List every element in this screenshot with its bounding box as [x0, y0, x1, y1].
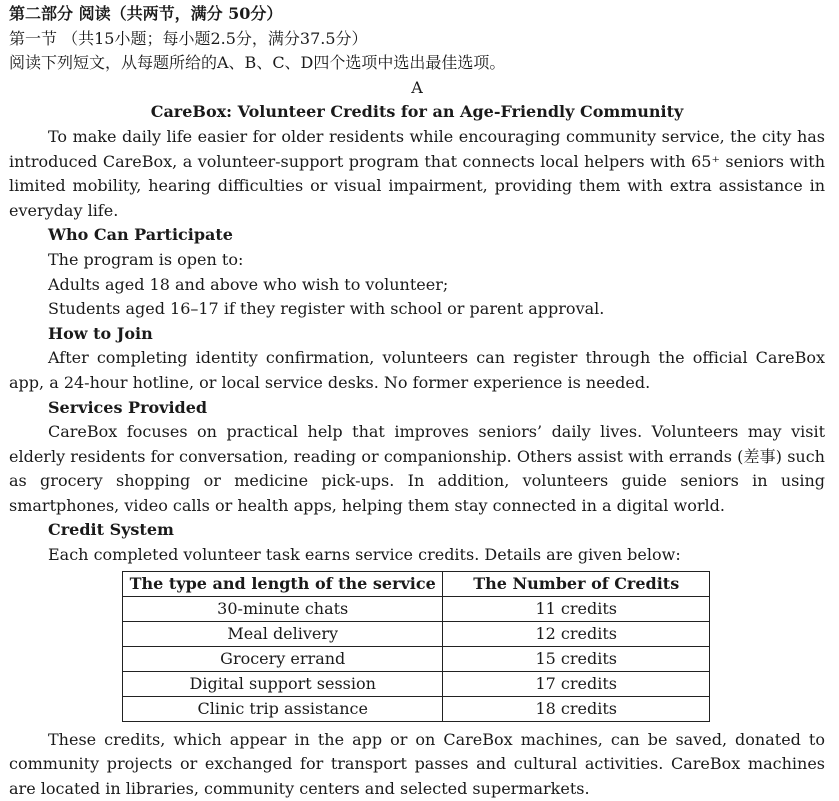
heading-who-can-participate: Who Can Participate — [48, 225, 233, 245]
table-cell-service: 30-minute chats — [123, 596, 443, 621]
table-cell-credits: 17 credits — [443, 671, 710, 696]
credit-intro: Each completed volunteer task earns service credits. Details are given below: — [48, 545, 681, 565]
table-row — [123, 621, 710, 646]
intro-text: To make daily life easier for older residents while encouraging community service, the city has introduced CareBox, a volunteer-support program that connects local helpers with 65⁺ seniors with limited mobility, hearing difficulties or visual impairment, providing them with extra assistance in everyday life. — [9, 126, 825, 220]
part-title: 第一节 （共15小题；每小题2.5分，满分37.5分） — [9, 28, 368, 48]
participate-line: Adults aged 18 and above who wish to volunteer; — [48, 274, 449, 294]
participate-line: The program is open to: — [48, 249, 244, 269]
table-cell-service: Digital support session — [123, 671, 443, 696]
table-header-credits: The Number of Credits — [443, 571, 710, 596]
table-cell-service: Grocery errand — [123, 646, 443, 671]
heading-credit-system: Credit System — [48, 520, 174, 540]
credit-after-text: These credits, which appear in the app or on CareBox machines, can be saved, donated to community projects or exchanged for transport passes and cultural activities. CareBox machines are located in libraries, community centers and selected supermarkets. — [9, 729, 825, 798]
table-row — [123, 696, 710, 721]
services-text: CareBox focuses on practical help that improves seniors’ daily lives. Volunteers may visit elderly residents for conversation, reading or companionship. Others assist with errands (差事) such as grocery shopping or medicine pick-ups. In addition, volunteers guide seniors in using smartphones, video calls or health apps, helping them stay connected in a digital world. — [9, 422, 825, 515]
join-paragraph — [9, 346, 825, 395]
participate-line: Students aged 16–17 if they register with school or parent approval. — [48, 299, 605, 319]
table-cell-credits: 12 credits — [443, 621, 710, 646]
section-title: 第二部分 阅读（共两节，满分 50分） — [9, 4, 283, 23]
table-cell-service: Clinic trip assistance — [123, 696, 443, 721]
table-cell-credits: 18 credits — [443, 696, 710, 721]
heading-services-provided: Services Provided — [48, 397, 208, 417]
credits-table — [122, 571, 710, 722]
table-cell-credits: 11 credits — [443, 596, 710, 621]
table-cell-credits: 15 credits — [443, 646, 710, 671]
heading-how-to-join: How to Join — [48, 323, 153, 343]
credit-after-paragraph — [9, 728, 825, 801]
table-row — [123, 671, 710, 696]
table-row — [123, 646, 710, 671]
table-header-row — [123, 571, 710, 596]
passage-letter: A — [411, 77, 423, 97]
instructions: 阅读下列短文，从每题所给的A、B、C、D四个选项中选出最佳选项。 — [9, 53, 506, 73]
table-cell-service: Meal delivery — [123, 621, 443, 646]
table-header-service: The type and length of the service — [123, 571, 443, 596]
passage-title: CareBox: Volunteer Credits for an Age-Friendly Community — [150, 102, 684, 122]
intro-paragraph — [9, 125, 825, 223]
table-row — [123, 596, 710, 621]
join-text: After completing identity confirmation, volunteers can register through the official CareBox app, a 24-hour hotline, or local service desks. No former experience is needed. — [9, 348, 825, 392]
services-paragraph — [9, 420, 825, 518]
